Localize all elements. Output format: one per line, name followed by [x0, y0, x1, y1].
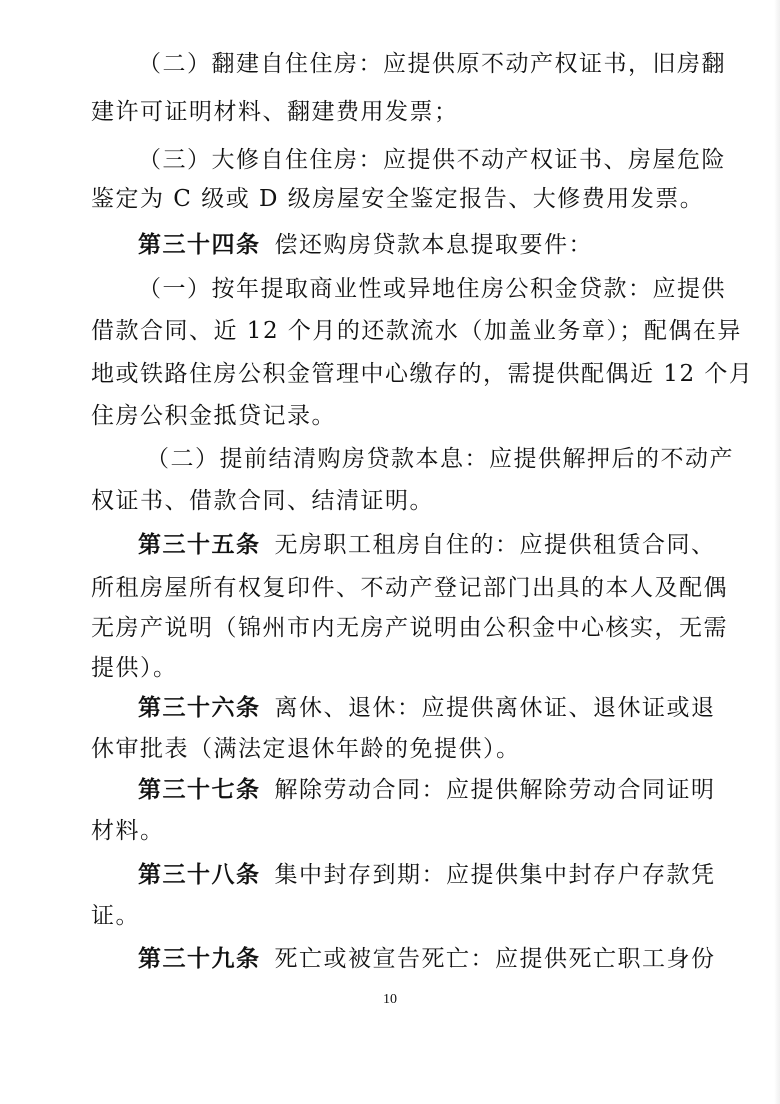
article-line — [138, 943, 728, 975]
paragraph-line: （二）翻建自住住房：应提供原不动产权证书，旧房翻 — [138, 51, 726, 77]
paragraph-line: 住房公积金抵贷记录。 — [91, 403, 336, 429]
paragraph-line: （二）提前结清购房贷款本息：应提供解押后的不动产 — [146, 446, 734, 472]
page-number: 10 — [383, 992, 397, 1007]
article-text: 偿还购房贷款本息提取要件： — [274, 232, 593, 258]
article-number: 第三十五条 — [138, 531, 261, 558]
article-line — [138, 774, 728, 806]
article-text: 集中封存到期：应提供集中封存户存款凭 — [274, 862, 716, 888]
article-number: 第三十八条 — [138, 861, 261, 888]
paragraph-line: 提供）。 — [91, 655, 178, 681]
paragraph-line: 所租房屋所有权复印件、不动产登记部门出具的本人及配偶 — [91, 575, 728, 601]
article-number: 第三十七条 — [138, 776, 261, 803]
paragraph-line: 材料。 — [91, 818, 165, 844]
article-text: 离休、退休：应提供离休证、退休证或退 — [274, 695, 716, 721]
article-text: 无房职工租房自住的：应提供租赁合同、 — [274, 532, 716, 558]
paragraph-line: 无房产说明（锦州市内无房产说明由公积金中心核实，无需 — [91, 615, 728, 641]
paragraph-line: 地或铁路住房公积金管理中心缴存的，需提供配偶近 12 个月 — [91, 361, 754, 387]
article-line — [138, 859, 728, 891]
article-number: 第三十六条 — [138, 694, 261, 721]
article-text: 解除劳动合同：应提供解除劳动合同证明 — [274, 777, 716, 803]
paragraph-line: 鉴定为 C 级或 D 级房屋安全鉴定报告、大修费用发票。 — [91, 186, 705, 212]
article-number: 第三十九条 — [138, 945, 261, 972]
article-line — [138, 229, 728, 261]
paragraph-line: （三）大修自住住房：应提供不动产权证书、房屋危险 — [138, 147, 726, 173]
scan-edge-shadow — [774, 0, 780, 1104]
article-text: 死亡或被宣告死亡：应提供死亡职工身份 — [274, 946, 716, 972]
paragraph-line: 借款合同、近 12 个月的还款流水（加盖业务章）；配偶在异 — [91, 318, 742, 344]
paragraph-line: 休审批表（满法定退休年龄的免提供）。 — [91, 736, 521, 762]
article-number: 第三十四条 — [138, 231, 261, 258]
paragraph-line: 建许可证明材料、翻建费用发票； — [91, 99, 459, 125]
paragraph-line: 权证书、借款合同、结清证明。 — [91, 488, 434, 514]
article-line — [138, 692, 728, 724]
paragraph-line: 证。 — [91, 903, 140, 929]
paragraph-line: （一）按年提取商业性或异地住房公积金贷款：应提供 — [138, 276, 726, 302]
article-line — [138, 529, 728, 561]
